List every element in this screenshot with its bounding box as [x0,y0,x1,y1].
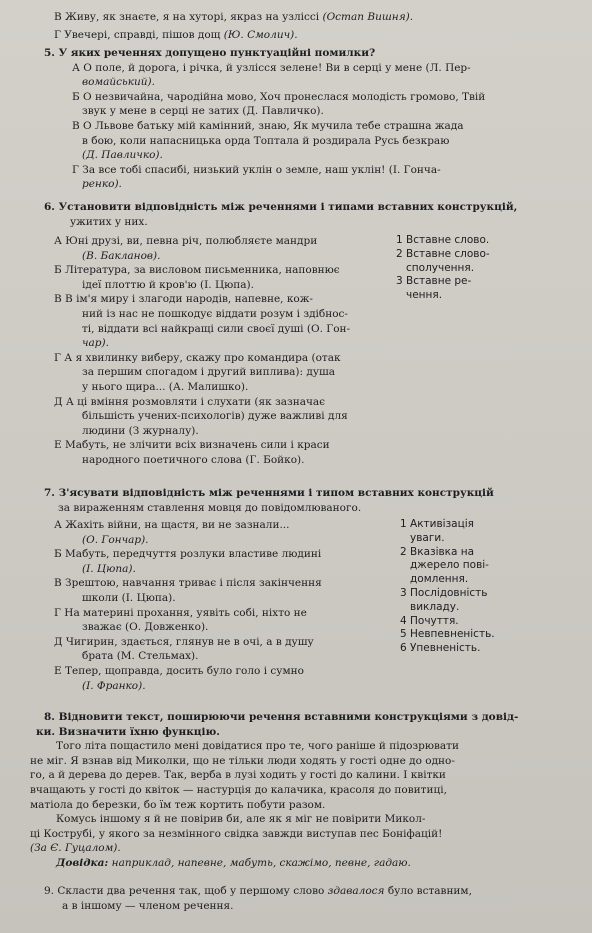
exercise-7-item-d: Д Чигирин, здається, глянув не в очі, а в душу [54,635,314,648]
exercise-5-option-b: Б О незвичайна, чародійна мово, Хоч пронеслася молодість громово, Твій [72,90,486,103]
exercise-5: 5. У яких реченнях допущено пунктуаційні помилки? А О поле, й дорога, і річка, й узлісся зелене! Ви в серці у мене (Л. Пер- вомайський). Б О незвичайна, чародійна мово, Хоч пронеслася молодість громово, Твій звук у мене в серці не затих (Д. Павличко). В О Львове батьку мій камінний, знаю, Як мучила тебе страшна жада в бою, коли напасницька орда Топтала й роздирала Русь безкраю (Д. Павличко). Г За все тобі спасибі, низький уклін о земле, наш уклін! (І. Гонча- ренко). [0,46,592,192]
exercise-9: 9. Скласти два речення так, щоб у першому слово здавалося було вставним, а в іншому — членом речення. [0,884,592,913]
exercise-6-types: 1 Вставне слово. 2 Вставне слово- сполучення. 3 Вставне ре- чення. [396,234,490,302]
exercise-6-item-a: А Юні друзі, ви, певна річ, полюбляєте мандри [54,235,318,247]
exercise-6-item-g: Г А я хвилинку виберу, скажу про командира (отак [54,351,341,364]
exercise-7-item-v: В Зрештою, навчання триває і після закінчення [54,577,322,590]
exercise-6-item-e: Е Мабуть, не злічити всіх визначень сили і краси [54,439,330,452]
exercise-7-title: 7. З'ясувати відповідність між реченнями і типом вставних конструкцій [44,487,494,499]
exercise-6-items: А Юні друзі, ви, певна річ, полюбляєте мандри (В. Бакланов). Б Література, за висловом письменника, наповнює ідеї плоттю й кров'ю (І. Цюпа). В В ім'я миру і злагоди народів, напевне, кож- ний із нас не пошкодує віддати розум і здібнос- ті, віддати всі найкращі сили своєї душі (О. Гон- чар). Г А я хвилинку виберу, скажу про командира (отак за першим спогадом і другий виплива): душа у нього щира... (А. Малишко). Д А ці вміння розмовляти і слухати (як зазначає більшість учених-психологів) дуже важливі для людини (З журналу). Е Мабуть, не злічити всіх визначень сили і краси народного поетичного слова (Г. Бойко). [0,234,592,468]
top-fragment [0,10,592,42]
top-line-g: Г Увечері, справді, пішов дощ (Ю. Смолич). [54,28,298,41]
exercise-8-text: Того літа пощастило мені довідатися про те, чого раніше й підозрювати [56,740,459,753]
exercise-8-hint: Довідка: наприклад, напевне, мабуть, скажімо, певне, гадаю. [56,856,411,869]
exercise-7-items: А Жахіть війни, на щастя, ви не зазнали... (О. Гончар). Б Мабуть, передчуття розлуки властиве людині (І. Цюпа). В Зрештою, навчання триває і після закінчення школи (І. Цюпа). Г На материні прохання, уявіть собі, ніхто не зважає (О. Довженко). Д Чигирин, здається, глянув не в очі, а в душу брата (М. Стельмах). Е Тепер, щоправда, досить було голо і сумно (І. Франко). [0,518,592,693]
exercise-5-title: 5. У яких реченнях допущено пунктуаційні помилки? [44,47,376,59]
exercise-9-title: 9. Скласти два речення так, щоб у першому слово здавалося було вставним, [44,885,472,897]
exercise-5-option-g: Г За все тобі спасибі, низький уклін о земле, наш уклін! (І. Гонча- [72,163,441,176]
exercise-6-item-v: В В ім'я миру і злагоди народів, напевне, кож- [54,293,313,306]
exercise-5-option-a: А О поле, й дорога, і річка, й узлісся зелене! Ви в серці у мене (Л. Пер- [72,61,471,74]
exercise-7-item-e: Е Тепер, щоправда, досить було голо і сумно [54,664,304,677]
exercise-7-functions: 1 Активізація уваги. 2 Вказівка на джерело пові- домлення. 3 Послідовність викладу. 4 Почуття. 5 Невпевненість. 6 Упевненість. [400,518,495,655]
exercise-7: 7. З'ясувати відповідність між реченнями і типом вставних конструкцій за вираженням ставлення мовця до повідомлюваного. [0,486,592,515]
exercise-6-item-d: Д А ці вміння розмовляти і слухати (як зазначає [54,395,326,408]
exercise-8: 8. Відновити текст, поширюючи речення вставними конструкціями з довід- ки. Визначити їхню функцію. Того літа пощастило мені довідатися про те, чого раніше й підозрювати не міг. Я взнав від Миколки, що не тільки люди ходять у гості одне до одно- го, а й дерева до дерев. Так, верба в лузі ходить у гості до калини. І квітки вчащають у гості до квіток — настурція до калачика, красоля до повитиці, матіола до березки, бо їм теж кортить побути разом. Комусь іншому я й не повірив би, але як я міг не повірити Микол- ці Кострубі, у якого за незмінного свідка завжди виступав пес Боніфацій! (За Є. Гуцалом). Довідка: наприклад, напевне, мабуть, скажімо, певне, гадаю. [0,710,592,871]
exercise-8-title: 8. Відновити текст, поширюючи речення вставними конструкціями з довід- [44,711,519,723]
exercise-7-item-a: А Жахіть війни, на щастя, ви не зазнали... [54,519,290,531]
exercise-7-item-b: Б Мабуть, передчуття розлуки властиве людині [54,548,322,561]
exercise-6: 6. Установити відповідність між реченнями і типами вставних конструкцій, ужитих у них. [0,200,592,229]
exercise-7-item-g: Г На материні прохання, уявіть собі, ніхто не [54,606,307,619]
exercise-5-option-v: В О Львове батьку мій камінний, знаю, Як мучила тебе страшна жада [72,119,464,132]
top-line-v: В Живу, як знаєте, я на хуторі, якраз на узліссі (Остап Вишня). [54,11,414,23]
exercise-6-title: 6. Установити відповідність між реченнями і типами вставних конструкцій, [44,201,518,213]
exercise-6-item-b: Б Література, за висловом письменника, наповнює [54,264,340,277]
